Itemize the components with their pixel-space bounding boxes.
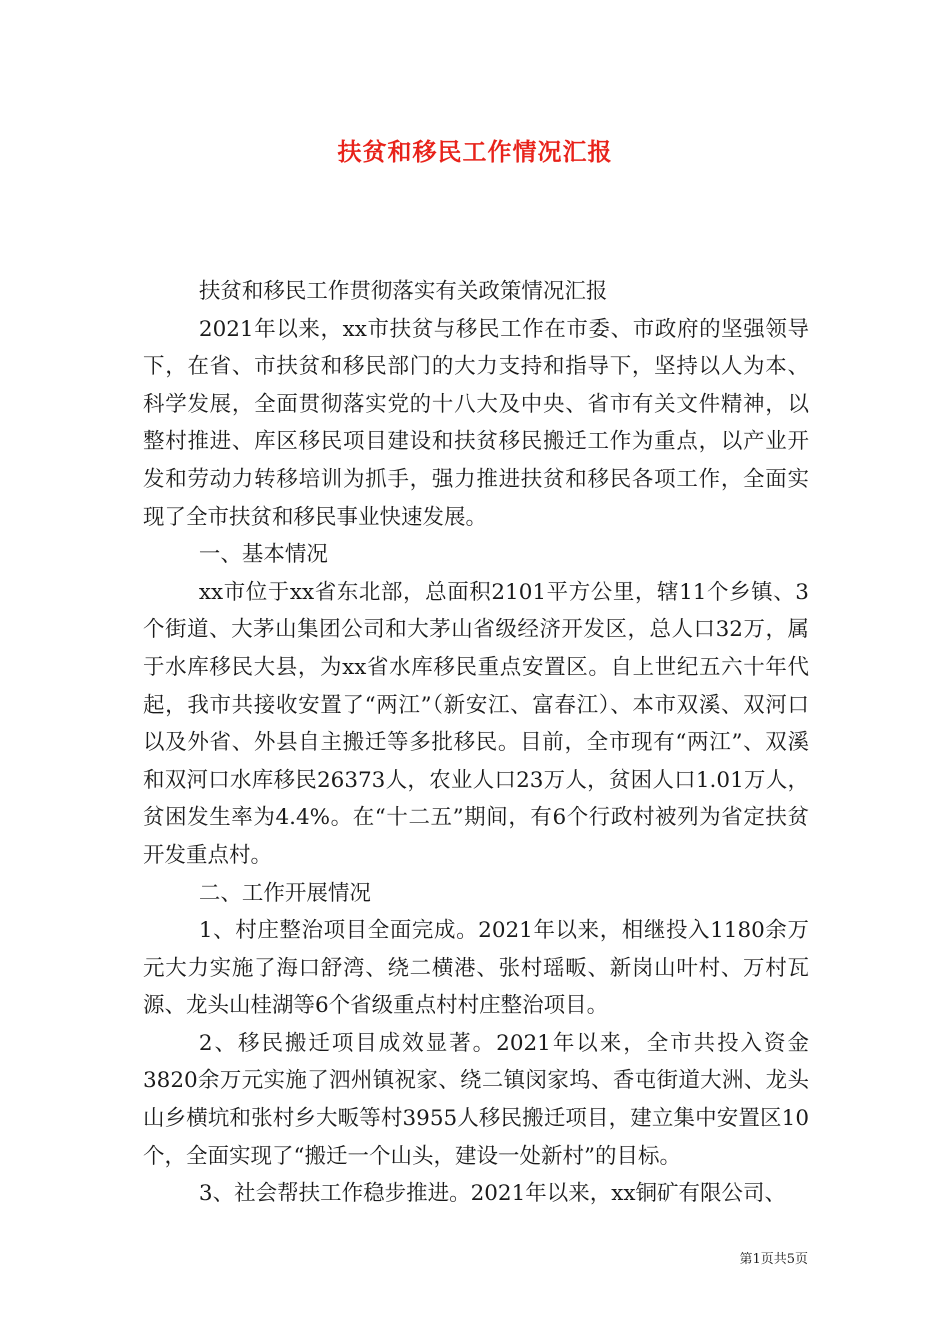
paragraph-subtitle: 扶贫和移民工作贯彻落实有关政策情况汇报 <box>198 279 608 304</box>
paragraph-basic-situation: xx市位于xx省东北部，总面积2101平方公里，辖11个乡镇、3个街道、大茅山集团公司和大茅山省级经济开发区，总人口32万，属于水库移民大县，为xx省水库移民重点安置区。自上世纪五六十年代起，我市共接收安置了“两江”（新安江、富春江）、本市双溪、双河口以及外省、外县自主搬迁等多批移民。目前，全市现有“两江”、双溪和双河口水库移民26373人，农业人口23万人，贫困人口1.01万人，贫困发生率为4.4%。在“十二五”期间，有6个行政村被列为省定扶贫开发重点村。 <box>143 579 809 868</box>
section-heading-basic-situation: 一、基本情况 <box>198 542 328 568</box>
document-title: 扶贫和移民工作情况汇报 <box>337 137 613 166</box>
document-body <box>143 273 809 1213</box>
paragraph-item-1: 1、村庄整治项目全面完成。2021年以来，相继投入1180余万元大力实施了海口舒湾、绕二横港、张村瑶畈、新岗山叶村、万村瓦源、龙头山桂湖等6个省级重点村村庄整治项目。 <box>143 918 809 1019</box>
paragraph-item-2: 2、移民搬迁项目成效显著。2021年以来，全市共投入资金3820余万元实施了泗州镇祝家、绕二镇闵家坞、香屯街道大洲、龙头山乡横坑和张村乡大畈等村3955人移民搬迁项目，建立集中安置区10个，全面实现了“搬迁一个山头，建设一处新村”的目标。 <box>143 1030 809 1169</box>
section-heading-work-progress: 二、工作开展情况 <box>198 880 371 906</box>
paragraph-item-3: 3、社会帮扶工作稳步推进。2021年以来，xx铜矿有限公司、 <box>198 1181 787 1207</box>
paragraph-intro: 2021年以来，xx市扶贫与移民工作在市委、市政府的坚强领导下，在省、市扶贫和移民部门的大力支持和指导下，坚持以人为本、科学发展，全面贯彻落实党的十八大及中央、省市有关文件精神，以整村推进、库区移民项目建设和扶贫移民搬迁工作为重点，以产业开发和劳动力转移培训为抓手，强力推进扶贫和移民各项工作，全面实现了全市扶贫和移民事业快速发展。 <box>143 316 809 530</box>
page-number-footer: 第1页共5页 <box>739 1252 808 1267</box>
